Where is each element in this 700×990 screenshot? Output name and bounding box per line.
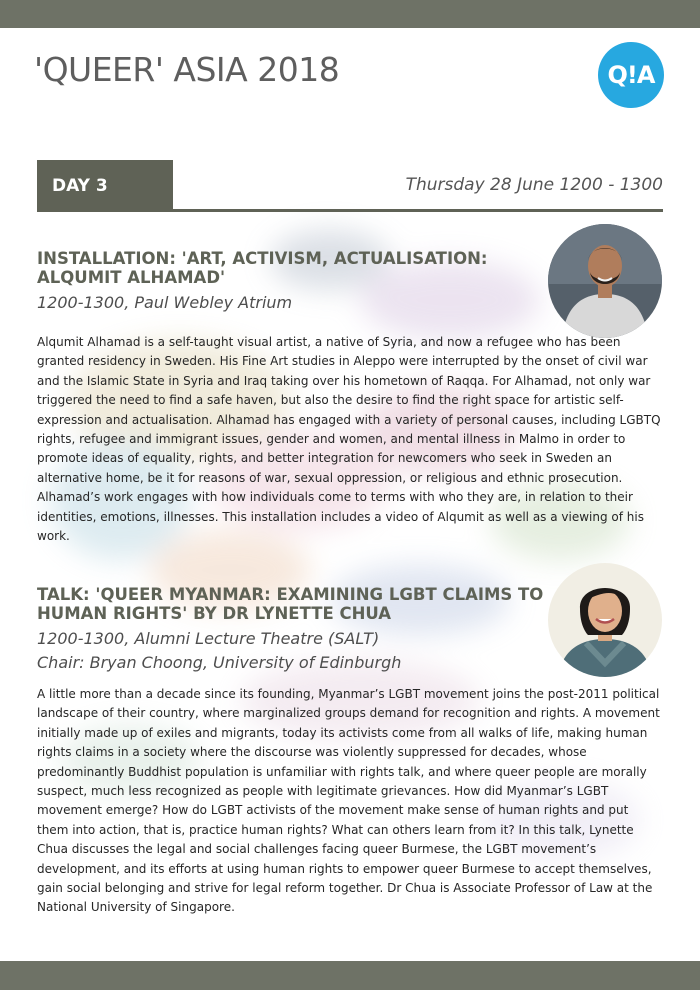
person-avatar-icon <box>548 224 662 338</box>
event-2-chair: Chair: Bryan Choong, University of Edinburgh <box>37 653 402 672</box>
queer-asia-logo <box>598 42 664 108</box>
event-2-description: A little more than a decade since its founding, Myanmar’s LGBT movement joins the post-2011 political landscape of their country, where marginalized groups demand for recognition and rights. A movement initially made up of exiles and migrants, today its activists come from all walks of life, making human rights claims in a society where the discourse was violently suppressed for decades, whose predominantly Buddhist population is unfamiliar with rights talk, and where queer people are morally suspect, much less recognized as people with legitimate grievances. How did Myanmar’s LGBT movement emerge? How do LGBT activists of the movement make sense of human rights and put them into action, that is, practice human rights? What can others learn from it? In this talk, Lynette Chua discusses the legal and social challenges facing queer Burmese, the LGBT movement’s development, and its efforts at using human rights to empower queer Burmese to accept themselves, gain social belonging and strive for legal reform together. Dr Chua is Associate Professor of Law at the National University of Singapore. <box>37 687 660 915</box>
day-divider <box>37 209 663 212</box>
event-1-description: Alqumit Alhamad is a self-taught visual artist, a native of Syria, and now a refugee who has been granted residency in Sweden. His Fine Art studies in Aleppo were interrupted by the onset of civil war and the Islamic State in Syria and Iraq taking over his hometown of Raqqa. For Alhamad, not only war triggered the need to find a safe haven, but also the desire to find the right space for artistic self-expression and actualisation. Alhamad has engaged with a variety of personal causes, including LGBTQ rights, refugee and immigrant issues, gender and women, and mental illness in Malmo in order to promote ideas of equality, rights, and better integration for newcomers who seek in Sweden an alternative home, be it for reasons of war, sexual oppression, or religious and ethnic prosecution. Alhamad’s work engages with how individuals come to terms with who they are, in relation to their identities, emotions, illnesses. This installation includes a video of Alqumit as well as a viewing of his work. <box>37 335 661 544</box>
day-date: Thursday 28 June 1200 - 1300 <box>405 175 663 195</box>
event-1-title: INSTALLATION: 'ART, ACTIVISM, ACTUALISATION: ALQUMIT ALHAMAD' <box>37 249 488 287</box>
page-title: 'QUEER' ASIA 2018 <box>34 50 340 89</box>
person-avatar-icon <box>548 563 662 677</box>
event-2-title: TALK: 'QUEER MYANMAR: EXAMINING LGBT CLAIMS TO HUMAN RIGHTS' BY DR LYNETTE CHUA <box>37 585 544 623</box>
day-label-box <box>37 160 173 212</box>
logo-text: Q!A <box>607 61 655 89</box>
event-2-time-place: 1200-1300, Alumni Lecture Theatre (SALT) <box>37 629 380 648</box>
event-2-speaker-photo <box>548 563 662 677</box>
event-1-speaker-photo <box>548 224 662 338</box>
day-label: DAY 3 <box>52 176 108 196</box>
event-1-time-place: 1200-1300, Paul Webley Atrium <box>37 293 293 312</box>
bottom-bar <box>0 961 700 990</box>
top-bar <box>0 0 700 28</box>
